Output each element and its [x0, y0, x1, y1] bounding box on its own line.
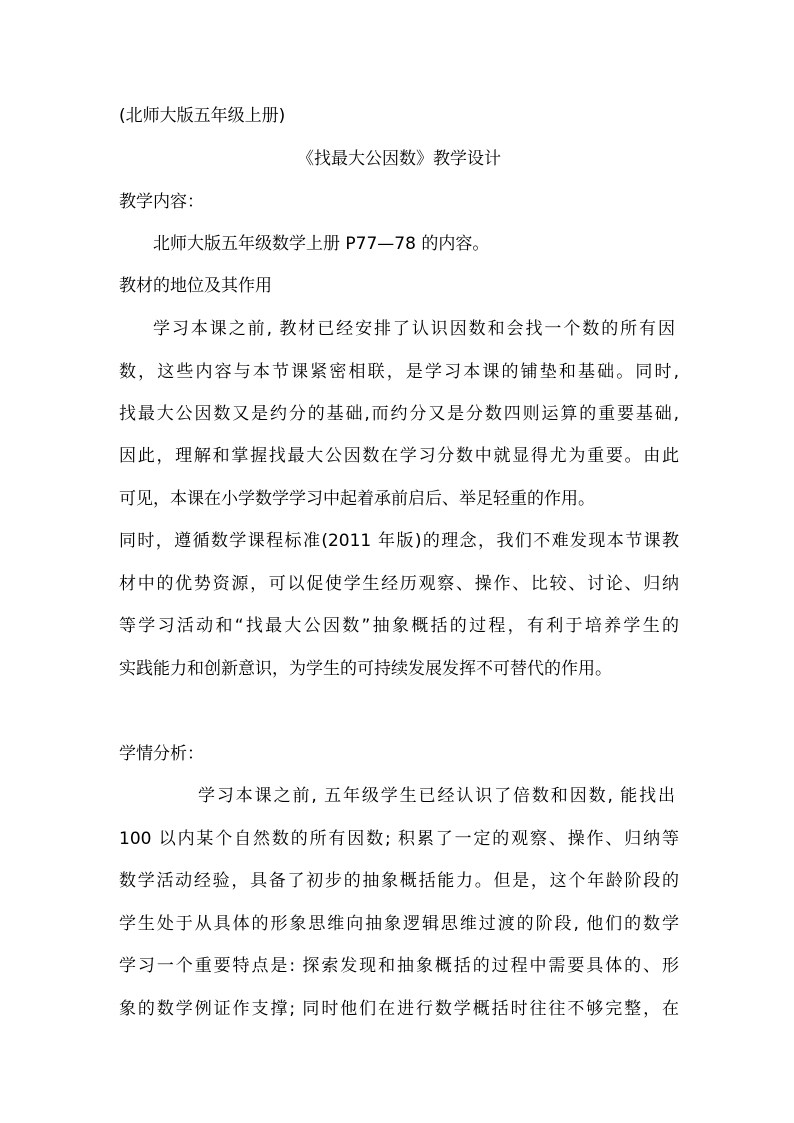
analysis-heading: 学情分析： [119, 744, 204, 764]
paragraph-line: 可见，本课在小学数学学习中起着承前启后、举足轻重的作用。 [119, 489, 595, 509]
paragraph-line: 数学活动经验，具备了初步的抽象概括能力。但是，这个年龄阶段的 [119, 871, 679, 891]
paragraph-line: 学习一个重要特点是: 探索发现和抽象概括的过程中需要具体的、形 [119, 956, 679, 976]
paragraph-line: 学习本课之前, 五年级学生已经认识了倍数和因数, 能找出 [198, 786, 675, 806]
paragraph-line: 因此，理解和掌握找最大公因数在学习分数中就显得尤为重要。由此 [119, 446, 679, 466]
page-title: 《找最大公因数》教学设计 [297, 149, 501, 169]
edition-label: (北师大版五年级上册) [119, 106, 286, 126]
content-text: 北师大版五年级数学上册 P77—78 的内容。 [153, 234, 490, 254]
position-heading: 教材的地位及其作用 [119, 276, 272, 296]
paragraph-line: 象的数学例证作支撑; 同时他们在进行数学概括时往往不够完整，在 [119, 999, 679, 1019]
paragraph-line: 找最大公因数又是约分的基础,而约分又是分数四则运算的重要基础, [119, 404, 679, 424]
paragraph-line: 数，这些内容与本节课紧密相联，是学习本课的铺垫和基础。同时, [119, 362, 679, 382]
paragraph-line: 等学习活动和“找最大公因数”抽象概括的过程，有利于培养学生的 [119, 616, 679, 636]
paragraph-line: 学习本课之前, 教材已经安排了认识因数和会找一个数的所有因 [153, 319, 675, 339]
paragraph-line: 实践能力和创新意识，为学生的可持续发展发挥不可替代的作用。 [119, 659, 612, 679]
paragraph-line: 材中的优势资源，可以促使学生经历观察、操作、比较、讨论、归纳 [119, 574, 679, 594]
paragraph-line: 100 以内某个自然数的所有因数; 积累了一定的观察、操作、归纳等 [119, 829, 679, 849]
content-heading: 教学内容： [119, 192, 204, 212]
paragraph-line: 同时，遵循数学课程标准(2011 年版)的理念，我们不难发现本节课教 [119, 531, 679, 551]
paragraph-line: 学生处于从具体的形象思维向抽象逻辑思维过渡的阶段, 他们的数学 [119, 914, 679, 934]
